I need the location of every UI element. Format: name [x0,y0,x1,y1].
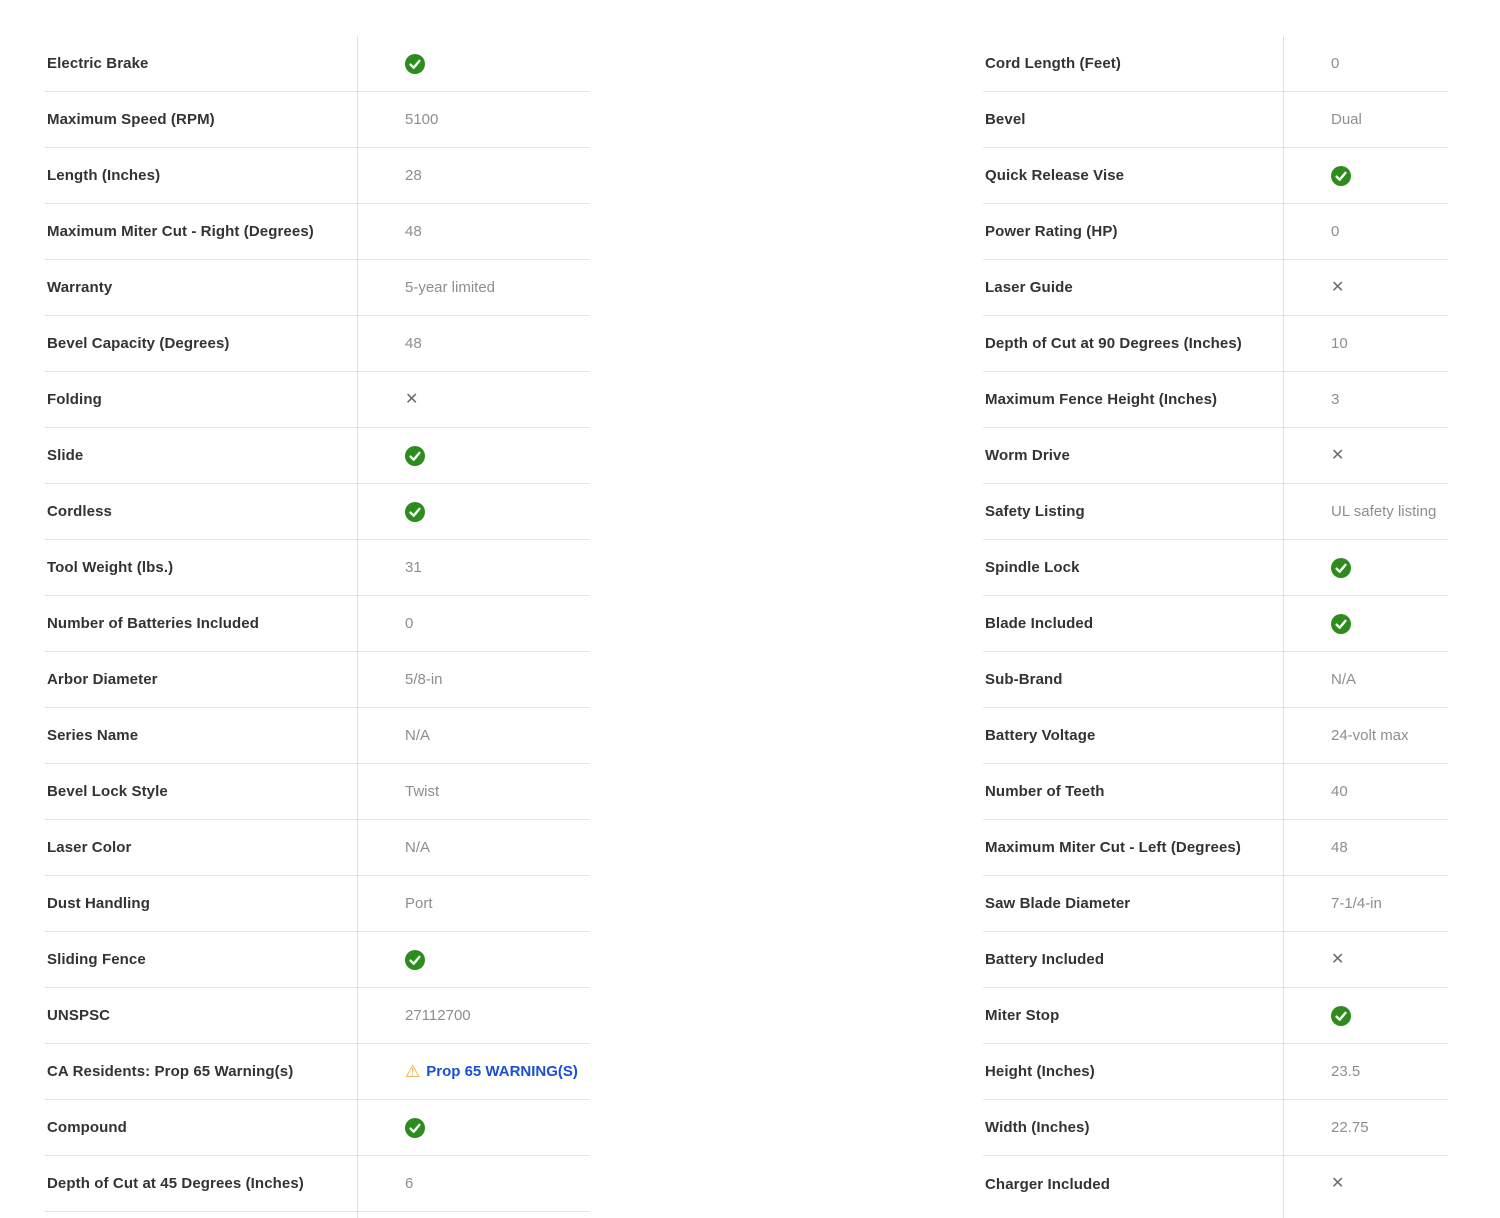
spec-value-text: 31 [405,559,422,576]
spec-value-text: N/A [405,727,431,744]
spec-value [1283,1006,1448,1026]
spec-value-text: 7-1/4-in [1331,895,1382,912]
spec-row [983,540,1448,596]
spec-table-right [983,36,1448,1218]
spec-row [983,988,1448,1044]
spec-label: Saw Blade Diameter [985,895,1131,912]
spec-row [45,764,590,820]
warning-triangle-icon: ⚠ [405,1062,421,1081]
spec-label: Arbor Diameter [47,671,158,688]
spec-label: Compound [47,1119,127,1136]
spec-row [45,596,590,652]
spec-value-text: 48 [405,335,422,352]
check-circle-icon [1331,558,1351,578]
spec-label: Blade Included [985,615,1094,632]
spec-value [1283,727,1448,744]
spec-value-text: UL safety listing [1331,503,1437,520]
spec-label: Worm Drive [985,447,1070,464]
spec-value-text: N/A [1331,671,1357,688]
spec-row [45,204,590,260]
spec-row [45,708,590,764]
spec-row [45,316,590,372]
spec-value [1283,166,1448,186]
spec-row [45,148,590,204]
spec-value [357,54,590,74]
spec-value-text: 24-volt max [1331,727,1409,744]
spec-label: Depth of Cut at 90 Degrees (Inches) [985,335,1242,352]
check-circle-icon [405,54,425,74]
spec-row [983,876,1448,932]
spec-row [45,260,590,316]
spec-value [357,1118,590,1138]
x-mark-icon: ✕ [1331,278,1345,296]
spec-value [1283,503,1448,520]
spec-value-text: 48 [1331,839,1348,856]
spec-label: Length (Inches) [47,167,161,184]
spec-label: Bevel Lock Style [47,783,168,800]
spec-value-text: 0 [1331,55,1340,72]
spec-row [983,148,1448,204]
column-divider [357,36,358,1218]
x-mark-icon: ✕ [1331,950,1345,968]
spec-label: CA Residents: Prop 65 Warning(s) [47,1063,294,1080]
spec-value [357,1063,590,1080]
spec-label: Sub-Brand [985,671,1063,688]
spec-row [983,316,1448,372]
spec-label: Maximum Miter Cut - Left (Degrees) [985,839,1241,856]
spec-row [45,484,590,540]
spec-label: Maximum Fence Height (Inches) [985,391,1218,408]
spec-value [1283,1176,1448,1192]
spec-label: Depth of Cut at 45 Degrees (Inches) [47,1175,304,1192]
spec-label: Dust Handling [47,895,150,912]
spec-value-text: 5100 [405,111,439,128]
spec-value-text: 10 [1331,335,1348,352]
spec-label: Battery Included [985,951,1105,968]
spec-value [1283,391,1448,408]
spec-row [983,708,1448,764]
spec-label: Maximum Speed (RPM) [47,111,215,128]
spec-value-text: 28 [405,167,422,184]
spec-label: Bevel Capacity (Degrees) [47,335,230,352]
check-circle-icon [405,502,425,522]
spec-value [1283,223,1448,240]
spec-row [983,1044,1448,1100]
spec-label: Width (Inches) [985,1119,1090,1136]
spec-value [1283,111,1448,128]
spec-label: Laser Color [47,839,132,856]
spec-value [357,895,590,912]
spec-row [45,92,590,148]
spec-row [45,820,590,876]
spec-row [45,988,590,1044]
spec-row [45,932,590,988]
spec-value [1283,783,1448,800]
spec-row [983,764,1448,820]
spec-value-text: Dual [1331,111,1362,128]
spec-row [45,1044,590,1100]
spec-value [1283,1119,1448,1136]
spec-value [1283,952,1448,968]
spec-row [983,372,1448,428]
spec-row [45,1156,590,1212]
spec-value [357,111,590,128]
spec-label: Height (Inches) [985,1063,1095,1080]
spec-value [357,167,590,184]
spec-row [983,260,1448,316]
spec-label: Charger Included [985,1175,1110,1193]
spec-value-text: Port [405,895,433,912]
spec-label: Sliding Fence [47,951,146,968]
prop65-warning-link[interactable] [405,1063,578,1080]
spec-label: Slide [47,447,84,464]
spec-value [357,615,590,632]
spec-row [45,1100,590,1156]
spec-label: Series Name [47,727,139,744]
spec-value-text: 5-year limited [405,279,496,296]
spec-value [1283,335,1448,352]
spec-value-text: 5/8-in [405,671,443,688]
spec-value-text: 6 [405,1175,414,1192]
spec-row [983,484,1448,540]
spec-value [357,839,590,856]
x-mark-icon: ✕ [1331,446,1345,464]
check-circle-icon [405,446,425,466]
spec-value-text: 40 [1331,783,1348,800]
spec-label: Power Rating (HP) [985,223,1118,240]
check-circle-icon [1331,614,1351,634]
spec-value [357,502,590,522]
spec-value [1283,839,1448,856]
spec-row [983,1100,1448,1156]
spec-label: Miter Stop [985,1007,1060,1024]
check-circle-icon [1331,166,1351,186]
spec-value-text: 0 [405,615,414,632]
spec-value [357,335,590,352]
spec-row [45,652,590,708]
spec-label: Number of Batteries Included [47,615,260,632]
check-circle-icon [405,1118,425,1138]
spec-value [1283,1063,1448,1080]
spec-label: UNSPSC [47,1007,111,1024]
spec-row [45,36,590,92]
spec-row [45,428,590,484]
spec-label: Cord Length (Feet) [985,55,1121,72]
spec-row [983,1156,1448,1212]
spec-table-left [45,36,590,1218]
spec-value [1283,895,1448,912]
spec-value [357,559,590,576]
spec-label: Cordless [47,503,112,520]
spec-label: Maximum Miter Cut - Right (Degrees) [47,223,314,240]
spec-row [45,876,590,932]
spec-label: Quick Release Vise [985,167,1125,184]
spec-label: Spindle Lock [985,559,1080,576]
spec-row [983,932,1448,988]
spec-value [357,671,590,688]
spec-row [45,372,590,428]
spec-label: Laser Guide [985,279,1073,296]
spec-row [45,540,590,596]
spec-row [983,36,1448,92]
spec-value [357,1175,590,1192]
spec-value [357,279,590,296]
column-divider [1283,36,1284,1218]
spec-value [1283,558,1448,578]
spec-row [983,92,1448,148]
spec-value [1283,671,1448,688]
spec-value [357,950,590,970]
check-circle-icon [405,950,425,970]
check-circle-icon [1331,1006,1351,1026]
spec-label: Number of Teeth [985,783,1105,800]
spec-value-text: 23.5 [1331,1063,1361,1080]
spec-value [1283,280,1448,296]
x-mark-icon: ✕ [1331,1175,1345,1192]
spec-label: Warranty [47,279,113,296]
spec-row [983,820,1448,876]
spec-row [983,596,1448,652]
spec-value-text: 22.75 [1331,1119,1369,1136]
spec-label: Electric Brake [47,55,149,72]
spec-label: Folding [47,391,102,408]
spec-label: Battery Voltage [985,727,1096,744]
spec-row [983,428,1448,484]
spec-label: Tool Weight (lbs.) [47,559,174,576]
spec-value-text: N/A [405,839,431,856]
spec-value [357,446,590,466]
x-mark-icon: ✕ [405,390,419,408]
spec-value [1283,448,1448,464]
spec-label: Safety Listing [985,503,1085,520]
spec-value-text: 3 [1331,391,1340,408]
spec-value [357,783,590,800]
spec-value [357,223,590,240]
spec-value [357,727,590,744]
spec-row [983,652,1448,708]
spec-value-text: 48 [405,223,422,240]
spec-value [1283,614,1448,634]
spec-value-text: Twist [405,783,440,800]
spec-label: Bevel [985,111,1026,128]
spec-value [1283,55,1448,72]
prop65-warning-text: Prop 65 WARNING(S) [426,1063,578,1080]
spec-row [983,204,1448,260]
spec-value-text: 0 [1331,223,1340,240]
spec-value-text: 27112700 [405,1007,471,1024]
spec-value [357,392,590,408]
spec-value [357,1007,590,1024]
